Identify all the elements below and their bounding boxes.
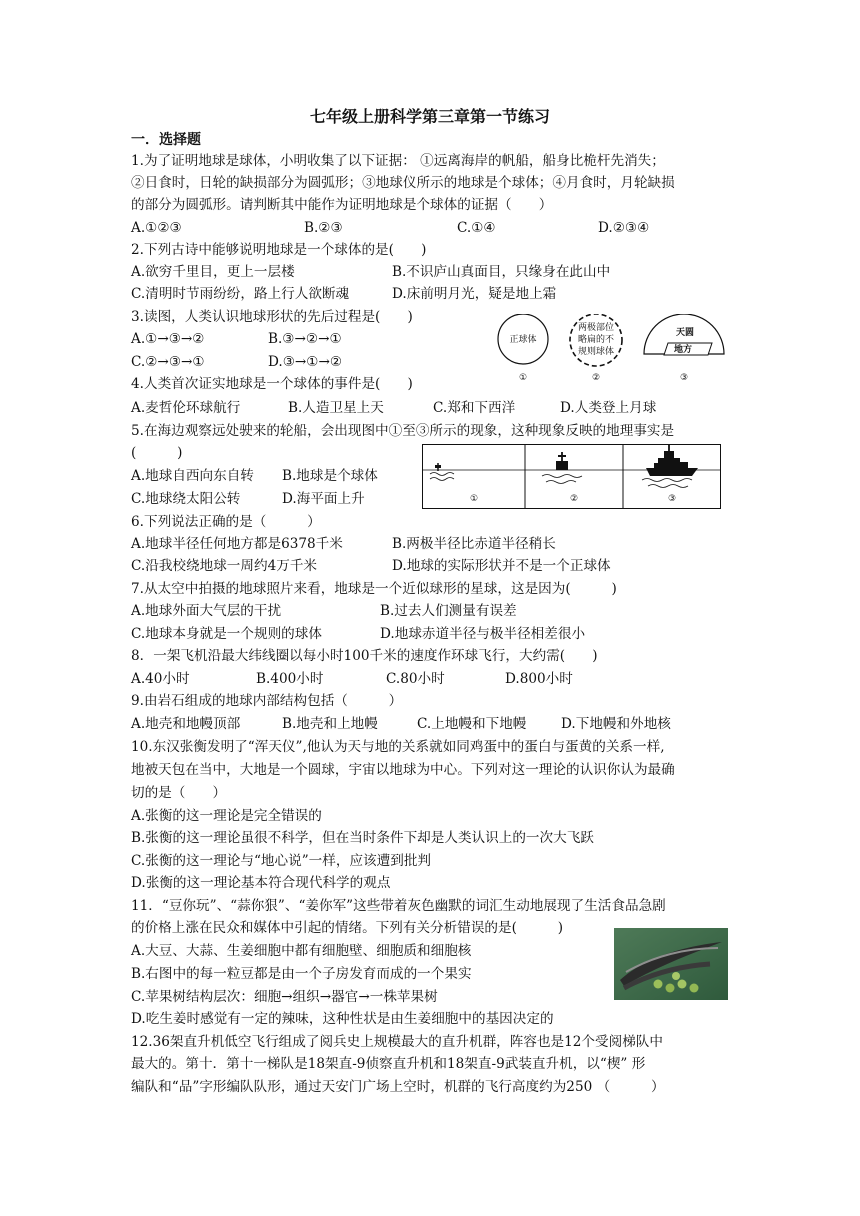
q1-option-b: B.②③ [304,220,343,236]
q8-option-b: B.400小时 [256,671,324,687]
q1-option-d: D.②③④ [598,220,650,236]
q3-stem: 3.读图，人类认识地球形状的先后过程是( ) [131,309,413,325]
q7-option-b: B.过去人们测量有误差 [380,603,517,619]
q12-stem-line1: 12.36架直升机低空飞行组成了阅兵史上规模最大的直升机群，阵容也是12个受阅梯队中 [131,1034,663,1050]
q10-stem-line1: 10.东汉张衡发明了“浑天仪”,他认为天与地的关系就如同鸡蛋中的蛋白与蛋黄的关系一样, [131,739,665,755]
q5-option-a: A.地球自西向东自转 [131,468,254,484]
section-heading: 一．选择题 [131,132,201,148]
figure-label-3: ③ [679,373,689,383]
q6-option-d: D.地球的实际形状并不是一个正球体 [392,558,611,574]
q11-option-c: C.苹果树结构层次：细胞→组织→器官→一株苹果树 [131,989,438,1005]
q9-option-b: B.地壳和上地幔 [282,716,378,732]
q10-option-c: C.张衡的这一理论与“地心说”一样，应该遭到批判 [131,853,432,869]
q10-stem-line2: 地被天包在当中，大地是一个圆球，宇宙以地球为中心。下列对这一理论的认识你认为最确 [131,762,675,778]
q2-option-a: A.欲穷千里目，更上一层楼 [131,264,295,280]
q6-option-a: A.地球半径任何地方都是6378千米 [131,536,343,552]
page-title: 七年级上册科学第三章第一节练习 [309,107,550,126]
q1-option-c: C.①④ [457,220,496,236]
q5-option-c: C.地球绕太阳公转 [131,491,241,507]
q7-option-c: C.地球本身就是一个规则的球体 [131,626,322,642]
q1-stem-line2: ②日食时，日轮的缺损部分为圆弧形；③地球仪所示的地球是个球体；④月食时，月轮缺损 [131,175,675,191]
q6-stem: 6.下列说法正确的是（ ） [131,514,321,530]
q6-option-b: B.两极半径比赤道半径稍长 [392,536,556,552]
q6-option-c: C.沿我校绕地球一周约4万千米 [131,558,318,574]
q4-option-d: D.人类登上月球 [560,400,657,416]
q11-option-b: B.右图中的每一粒豆都是由一个子房发育而成的一个果实 [131,966,472,982]
q10-option-b: B.张衡的这一理论虽很不科学，但在当时条件下却是人类认识上的一次大飞跃 [131,830,594,846]
q4-stem: 4.人类首次证实地球是一个球体的事件是( ) [131,376,413,392]
q12-stem-line3: 编队和“品”字形编队队形，通过天安门广场上空时，机群的飞行高度约为250 （ ） [131,1079,665,1095]
earth-shape-figure [484,314,734,386]
q4-option-b: B.人造卫星上天 [288,400,384,416]
q9-option-a: A.地壳和地幔顶部 [131,716,241,732]
q10-option-a: A.张衡的这一理论是完全错误的 [131,808,322,824]
circle-label-sphere: 正球体 [509,335,537,345]
figure-label-1: ① [518,373,528,383]
ship-label-2: ② [569,494,579,504]
q8-stem: 8．一架飞机沿最大纬线圈以每小时100千米的速度作环球飞行，大约需( ) [131,648,598,664]
q8-option-a: A.40小时 [131,671,190,687]
circle-label-line2: 略扁的不 [577,335,615,345]
q5-stem-line2: ( ) [131,445,183,461]
soybean-pod-photo [614,928,728,1000]
q11-stem-line2: 的价格上涨在民众和媒体中引起的情绪。下列有关分析错误的是( ) [131,920,564,936]
q4-option-a: A.麦哲伦环球航行 [131,400,241,416]
q2-option-c: C.清明时节雨纷纷，路上行人欲断魂 [131,286,350,302]
q2-option-b: B.不识庐山真面目，只缘身在此山中 [392,264,611,280]
q10-option-d: D.张衡的这一理论基本符合现代科学的观点 [131,875,391,891]
q1-stem-line1: 1.为了证明地球是球体，小明收集了以下证据： ①远离海岸的帆船，船身比桅杆先消失； [131,153,665,169]
q9-option-d: D.下地幔和外地核 [561,716,671,732]
dome-label-earth: 地方 [674,345,693,355]
q9-stem: 9.由岩石组成的地球内部结构包括（ ） [131,693,403,709]
circle-label-line1: 两极部位 [577,323,615,333]
q8-option-c: C.80小时 [386,671,445,687]
q11-option-d: D.吃生姜时感觉有一定的辣味，这种性状是由生姜细胞中的基因决定的 [131,1011,554,1027]
q8-option-d: D.800小时 [505,671,573,687]
ship-label-1: ① [469,494,479,504]
q10-stem-line3: 切的是（ ） [131,785,227,801]
q3-option-c: C.②→③→① [131,354,205,370]
q7-option-d: D.地球赤道半径与极半径相差很小 [380,626,586,642]
dome-label-heaven: 天圆 [676,328,695,338]
q11-stem-line1: 11．“豆你玩”、“蒜你狠”、“姜你军”这些带着灰色幽默的词汇生动地展现了生活食品急剧 [131,898,666,914]
q1-option-a: A.①②③ [131,220,182,236]
circle-label-line3: 规则球体 [577,347,615,357]
q3-option-b: B.③→②→① [268,331,342,347]
figure-label-2: ② [591,373,601,383]
ship-label-3: ③ [667,494,677,504]
q5-option-b: B.地球是个球体 [282,468,378,484]
q5-stem-line1: 5.在海边观察远处驶来的轮船，会出现图中①至③所示的现象，这种现象反映的地理事实是 [131,423,675,439]
ship-figure [422,444,722,510]
q3-option-d: D.③→①→② [268,354,343,370]
q7-stem: 7.从太空中拍摄的地球照片来看，地球是一个近似球形的星球，这是因为( ) [131,581,617,597]
q1-stem-line3: 的部分为圆弧形。请判断其中能作为证明地球是个球体的证据（ ） [131,197,553,213]
q12-stem-line2: 最大的。第十．第十一梯队是18架直-9侦察直升机和18架直-9武装直升机，以“楔” 形 [131,1056,646,1072]
q3-option-a: A.①→③→② [131,331,205,347]
q2-stem: 2.下列古诗中能够说明地球是一个球体的是( ) [131,242,427,258]
q2-option-d: D.床前明月光，疑是地上霜 [392,286,557,302]
q7-option-a: A.地球外面大气层的干扰 [131,603,282,619]
q11-option-a: A.大豆、大蒜、生姜细胞中都有细胞壁、细胞质和细胞核 [131,943,472,959]
q4-option-c: C.郑和下西洋 [433,400,516,416]
q5-option-d: D.海平面上升 [282,491,365,507]
q9-option-c: C.上地幔和下地幔 [417,716,527,732]
